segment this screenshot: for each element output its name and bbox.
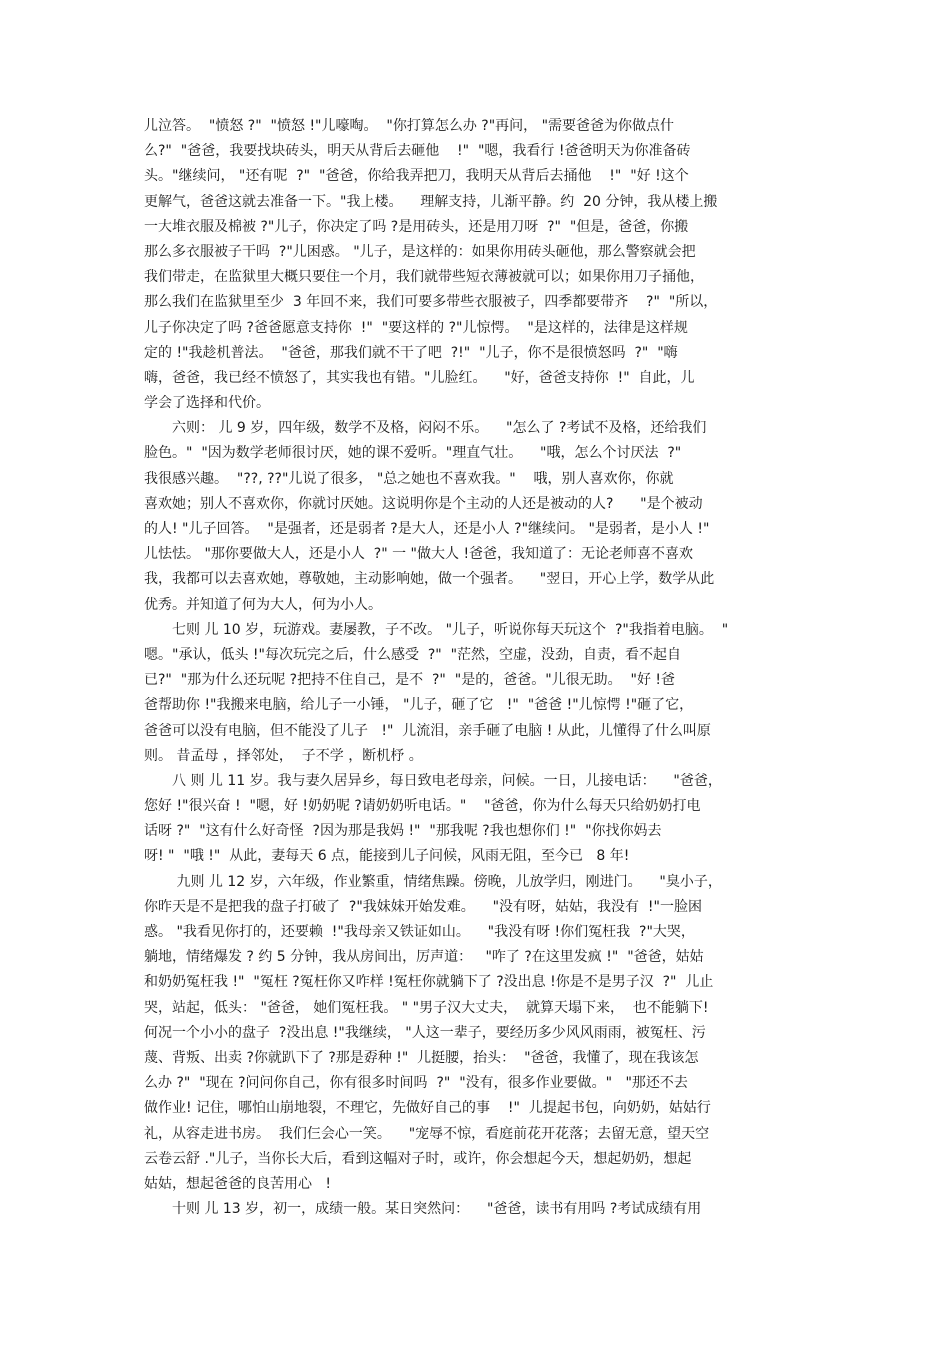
text-line: 我们带走，在监狱里大概只要住一个月，我们就带些短衣薄被就可以；如果你用刀子捅他， bbox=[144, 269, 704, 286]
text-line: 惑。 "我看见你打的，还要赖 !"我母亲又铁证如山。 "我没有呀 !你们冤枉我 ?"大哭， bbox=[144, 924, 695, 940]
text-line: 姑姑，想起爸爸的良苦用心 ! bbox=[144, 1175, 331, 1192]
text-line: 十则 儿 13 岁，初一，成绩一般。某日突然问： "爸爸，读书有用吗 ?考试成绩有用 bbox=[172, 1201, 702, 1218]
text-line: 么?" "爸爸，我要找块砖头，明天从背后去砸他 !" "嗯，我看行 !爸爸明天为你准备砖 bbox=[144, 143, 691, 160]
text-line: 呀! " "哦 !" 从此，妻每天 6 点，能接到儿子问候，风雨无阻，至今已 8 年! bbox=[144, 848, 630, 865]
text-line: 儿怯怯。 "那你要做大人，还是小人 ?" 一 "做大人 !爸爸，我知道了：无论老师喜不喜欢 bbox=[144, 546, 694, 563]
text-line: 我很感兴趣。 "??, ??"儿说了很多， "总之她也不喜欢我。" 哦，别人喜欢你，你就 bbox=[144, 470, 674, 487]
text-line: 礼，从容走进书房。 我们仨会心一笑。 "宠辱不惊，看庭前花开花落；去留无意，望天空 bbox=[144, 1125, 710, 1142]
text-line: 那么我们在监狱里至少 3 年回不来，我们可要多带些衣服被子，四季都要带齐 ?" "所以， bbox=[144, 294, 718, 311]
text-line: 爸爸可以没有电脑，但不能没了儿子 !" 儿流泪，亲手砸了电脑 ! 从此，儿懂得了什么叫原 bbox=[144, 722, 711, 739]
document-body bbox=[144, 114, 814, 1222]
text-line: 儿泣答。 "愤怒 ?" "愤怒 !"儿嚎啕。 "你打算怎么办 ?"再问， "需要爸爸为你做点什 bbox=[144, 118, 675, 134]
text-line: 七则 儿 10 岁，玩游戏。妻屡教，子不改。 "儿子，听说你每天玩这个 ?"我指着电脑。 " bbox=[172, 621, 729, 638]
text-line: 定的 !"我趁机普法。 "爸爸，那我们就不干了吧 ?!" "儿子，你不是很愤怒吗 ?" "嗨 bbox=[144, 344, 678, 361]
text-line: 喜欢她；别人不喜欢你，你就讨厌她。这说明你是个主动的人还是被动的人? "是个被动 bbox=[144, 495, 703, 512]
text-line: 那么多衣服被子干吗 ?"儿困惑。 "儿子，是这样的：如果你用砖头砸他，那么警察就会把 bbox=[144, 243, 696, 260]
text-line: 做作业! 记住，哪怕山崩地裂，不理它，先做好自己的事 !" 儿提起书包，向奶奶，姑姑行 bbox=[144, 1100, 711, 1117]
text-line: 嗨，爸爸，我已经不愤怒了，其实我也有错。"儿脸红。 "好，爸爸支持你 !" 自此，儿 bbox=[144, 369, 695, 386]
text-line: 你昨天是不是把我的盘子打破了 ?"我妹妹开始发难。 "没有呀，姑姑，我没有 !"一脸困 bbox=[144, 898, 702, 915]
text-line: 更解气，爸爸这就去准备一下。"我上楼。 理解支持，儿渐平静。约 20 分钟，我从楼上搬 bbox=[144, 193, 718, 210]
text-line: 嗯。"承认，低头 !"每次玩完之后，什么感受 ?" "茫然，空虚，没劲，自责，看不起自 bbox=[144, 646, 682, 663]
text-line: 爸帮助你 !"我搬来电脑，给儿子一小锤， "儿子，砸了它 !" "爸爸 !"儿惊愕 !"砸了它， bbox=[144, 697, 694, 714]
text-line: 么办 ?" "现在 ?问问你自己，你有很多时间吗 ?" "没有，很多作业要做。" "那还不去 bbox=[144, 1075, 688, 1092]
text-line: 头。"继续问， "还有呢 ?" "爸爸，你给我弄把刀，我明天从背后去捅他 !" "好 !这个 bbox=[144, 168, 689, 185]
text-line: 则。 昔孟母 ，择邻处， 子不学 ，断机杼 。 bbox=[144, 747, 423, 764]
text-line: 您好 !"很兴奋 ! "嗯，好 !奶奶呢 ?请奶奶听电话。" "爸爸，你为什么每天只给奶奶打电 bbox=[144, 798, 701, 815]
text-line: 的人! "儿子回答。 "是强者，还是弱者 ?是大人，还是小人 ?"继续问。 "是弱者，是小人 !" bbox=[144, 521, 710, 537]
text-line: 六则： 儿 9 岁，四年级，数学不及格，闷闷不乐。 "怎么了 ?考试不及格，还给我们 bbox=[172, 420, 707, 437]
text-line: 优秀。并知道了何为大人，何为小人。 bbox=[144, 596, 382, 613]
text-line: 和奶奶冤枉我 !" "冤枉 ?冤枉你又咋样 !冤枉你就躺下了 ?没出息 !你是不是男子汉 ?" 儿止 bbox=[144, 974, 714, 991]
text-line: 已?" "那为什么还玩呢 ?把持不住自己，是不 ?" "是的，爸爸。"儿很无助。 "好 !爸 bbox=[144, 672, 676, 689]
text-line: 何况一个小小的盘子 ?没出息 !"我继续， "人这一辈子，要经历多少风风雨雨，被冤枉、污 bbox=[144, 1024, 706, 1041]
text-line: 哭，站起，低头： "爸爸， 她们冤枉我。 " "男子汉大丈夫， 就算天塌下来， 也不能躺下! bbox=[144, 999, 709, 1016]
text-line: 躺地，情绪爆发 ? 约 5 分钟，我从房间出，厉声道： "咋了 ?在这里发疯 !" "爸爸，姑姑 bbox=[144, 949, 704, 966]
text-line: 云卷云舒 ."儿子，当你长大后，看到这幅对子时，或许，你会想起今天，想起奶奶，想起 bbox=[144, 1150, 692, 1167]
text-line: 儿子你决定了吗 ?爸爸愿意支持你 !" "要这样的 ?"儿惊愕。 "是这样的，法律是这样规 bbox=[144, 319, 688, 336]
text-line: 学会了选择和代价。 bbox=[144, 395, 270, 412]
text-line: 脸色。" "因为数学老师很讨厌，她的课不爱听。"理直气壮。 "哦，怎么个讨厌法 ?" bbox=[144, 445, 682, 462]
text-line: 九则 儿 12 岁，六年级，作业繁重，情绪焦躁。傍晚，儿放学归，刚进门。 "臭小子， bbox=[172, 873, 722, 890]
text-line: 蔑、背叛、出卖 ?你就趴下了 ?那是孬种 !" 儿挺腰，抬头： "爸爸，我懂了，现在我该怎 bbox=[144, 1049, 699, 1066]
text-line: 一大堆衣服及棉被 ?"儿子，你决定了吗 ?是用砖头，还是用刀呀 ?" "但是，爸爸，你搬 bbox=[144, 218, 689, 235]
text-line: 话呀 ?" "这有什么好奇怪 ?因为那是我妈 !" "那我呢 ?我也想你们 !" "你找你妈去 bbox=[144, 823, 662, 840]
text-line: 我，我都可以去喜欢她，尊敬她，主动影响她，做一个强者。 "翌日，开心上学，数学从此 bbox=[144, 571, 715, 588]
text-line: 八 则 儿 11 岁。我与妻久居异乡，每日致电老母亲，问候。一日，儿接电话： "爸爸， bbox=[172, 772, 722, 789]
